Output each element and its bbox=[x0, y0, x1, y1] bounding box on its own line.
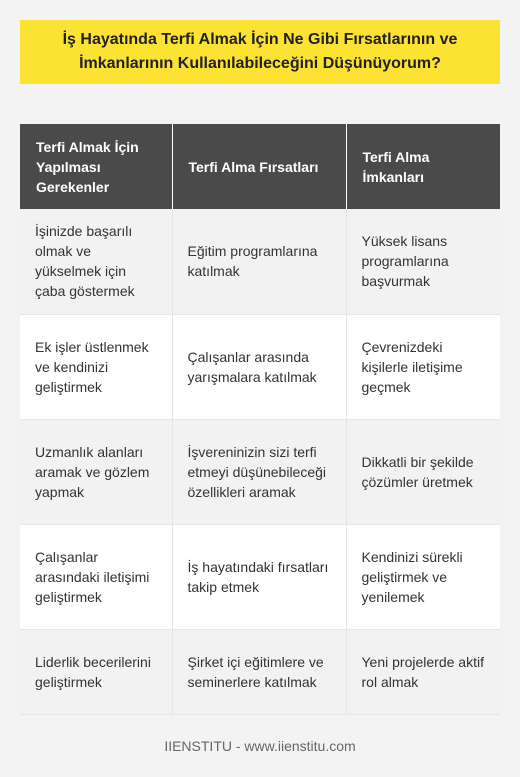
table-cell: İşinizde başarılı olmak ve yükselmek için çaba göstermek bbox=[20, 209, 172, 314]
table-cell: Çalışanlar arasındaki iletişimi geliştirmek bbox=[20, 524, 172, 629]
table-row bbox=[20, 419, 500, 524]
table-cell: Liderlik becerilerini geliştirmek bbox=[20, 629, 172, 714]
table-row bbox=[20, 629, 500, 714]
table-cell: Şirket içi eğitimlere ve seminerlere katılmak bbox=[172, 629, 346, 714]
table-header-row bbox=[20, 124, 500, 209]
table-cell: İşvereninizin sizi terfi etmeyi düşünebileceği özellikleri aramak bbox=[172, 419, 346, 524]
column-header-opportunities: Terfi Alma Fırsatları bbox=[172, 124, 346, 209]
page-title-line-2: İmkanlarının Kullanılabileceğini Düşünüyorum? bbox=[79, 55, 441, 72]
page-title-line-1: İş Hayatında Terfi Almak İçin Ne Gibi Fırsatlarının ve bbox=[62, 31, 458, 48]
promotion-table bbox=[20, 124, 500, 715]
table-cell: Kendinizi sürekli geliştirmek ve yenilemek bbox=[346, 524, 500, 629]
table-cell: Çevrenizdeki kişilerle iletişime geçmek bbox=[346, 314, 500, 419]
table-row bbox=[20, 209, 500, 314]
table-cell: Eğitim programlarına katılmak bbox=[172, 209, 346, 314]
table-cell: Yüksek lisans programlarına başvurmak bbox=[346, 209, 500, 314]
table-cell: Çalışanlar arasında yarışmalara katılmak bbox=[172, 314, 346, 419]
table-row bbox=[20, 524, 500, 629]
table-cell: Yeni projelerde aktif rol almak bbox=[346, 629, 500, 714]
column-header-possibilities: Terfi Alma İmkanları bbox=[346, 124, 500, 209]
footer-credit: IIENSTITU - www.iienstitu.com bbox=[164, 738, 356, 754]
column-header-requirements: Terfi Almak İçin Yapılması Gerekenler bbox=[20, 124, 172, 209]
title-banner bbox=[20, 20, 500, 84]
table-cell: Ek işler üstlenmek ve kendinizi geliştirmek bbox=[20, 314, 172, 419]
table-cell: İş hayatındaki fırsatları takip etmek bbox=[172, 524, 346, 629]
table-cell: Dikkatli bir şekilde çözümler üretmek bbox=[346, 419, 500, 524]
table-cell: Uzmanlık alanları aramak ve gözlem yapmak bbox=[20, 419, 172, 524]
table-row bbox=[20, 314, 500, 419]
